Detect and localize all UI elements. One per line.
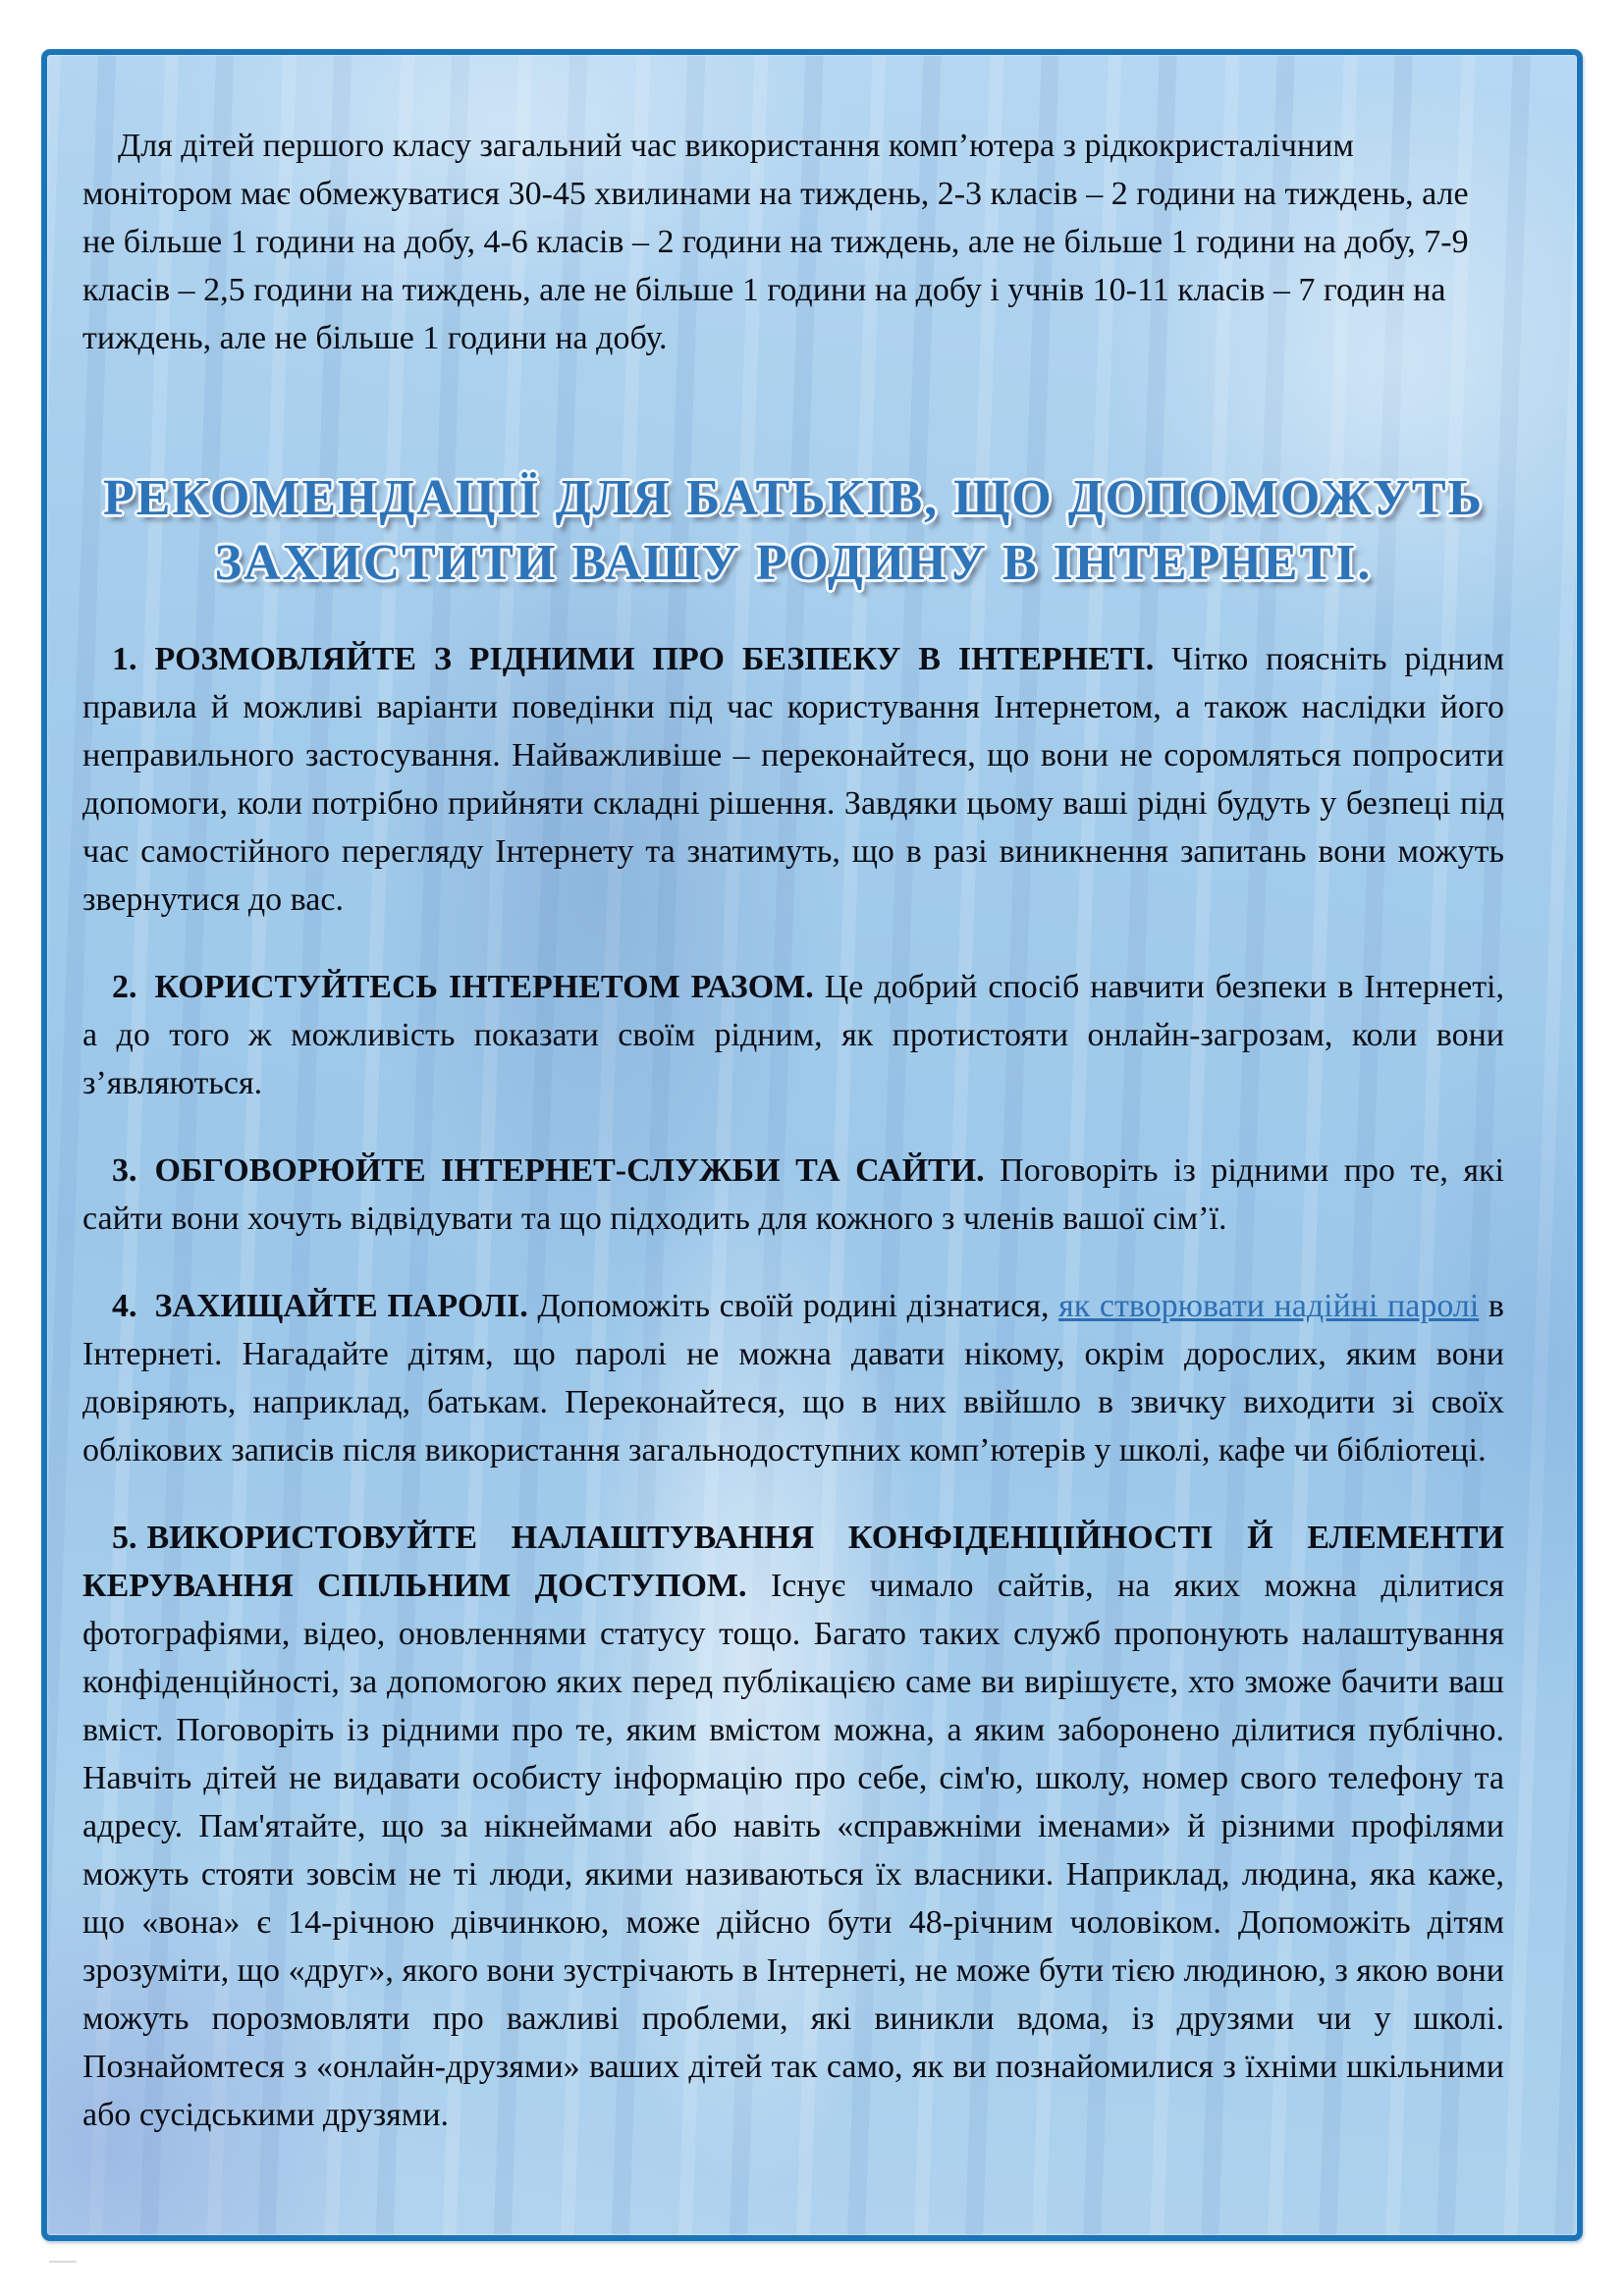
item-1-title: РОЗМОВЛЯЙТЕ З РІДНИМИ ПРО БЕЗПЕКУ В ІНТЕРНЕТІ. xyxy=(154,641,1155,677)
item-3-title: ОБГОВОРЮЙТЕ ІНТЕРНЕТ-СЛУЖБИ ТА САЙТИ. xyxy=(154,1152,985,1189)
item-1-number: 1. xyxy=(112,641,137,677)
item-4-body-post: в Інтернеті. Нагадайте дітям, що паролі не можна давати нікому, окрім дорослих, яким вони довіряють, наприклад, батькам. Переконайтеся, що в них ввійшло в звичку виходити зі своїх облікових записів після використання загальнодоступних комп’ютерів у школі, кафе чи бібліотеці. xyxy=(82,1288,1504,1468)
heading-line-1: РЕКОМЕНДАЦІЇ ДЛЯ БАТЬКІВ, ЩО ДОПОМОЖУТЬ xyxy=(102,470,1484,526)
item-3-body: Поговоріть із рідними про те, які сайти вони хочуть відвідувати та що підходить для кожного з членів вашої сім’ї. xyxy=(82,1152,1504,1237)
list-item-5 xyxy=(82,1514,1504,2139)
list-item-4 xyxy=(82,1282,1504,1474)
item-5-number: 5. xyxy=(112,1520,137,1556)
item-5-title: ВИКОРИСТОВУЙТЕ НАЛАШТУВАННЯ КОНФІДЕНЦІЙНОСТІ Й ЕЛЕМЕНТИ КЕРУВАННЯ СПІЛЬНИМ ДОСТУПОМ. xyxy=(82,1520,1504,1604)
item-4-number: 4. xyxy=(112,1288,137,1324)
list-item-1 xyxy=(82,635,1504,924)
item-3-number: 3. xyxy=(112,1152,137,1189)
item-4-body-pre: Допоможіть своїй родині дізнатися, xyxy=(537,1288,1050,1324)
item-4-title: ЗАХИЩАЙТЕ ПАРОЛІ. xyxy=(154,1288,528,1324)
list-item-2 xyxy=(82,963,1504,1107)
item-2-body: Це добрий спосіб навчити безпеки в Інтернеті, а до того ж можливість показати своїм рідним, як протистояти онлайн-загрозам, коли вони з’являються. xyxy=(82,969,1504,1101)
content-frame xyxy=(41,49,1583,2241)
heading-line-2: ЗАХИСТИТИ ВАШУ РОДИНУ В ІНТЕРНЕТІ. xyxy=(214,535,1373,591)
item-1-body: Чітко поясніть рідним правила й можливі варіанти поведінки під час користування Інтернетом, а також наслідки його неправильного застосування. Найважливіше – переконайтеся, що вони не соромляться попросити допомоги, коли потрібно прийняти складні рішення. Завдяки цьому ваші рідні будуть у безпеці під час самостійного перегляду Інтернету та знатимуть, що в разі виникнення запитань вони можуть звернутися до вас. xyxy=(82,641,1504,918)
list-item-3 xyxy=(82,1147,1504,1243)
main-heading xyxy=(82,466,1504,596)
item-2-title: КОРИСТУЙТЕСЬ ІНТЕРНЕТОМ РАЗОМ. xyxy=(154,969,814,1005)
intro-paragraph: Для дітей першого класу загальний час використання комп’ютера з рідкокристалічним монітором має обмежуватися 30-45 хвилинами на тиждень, 2-3 класів – 2 години на тиждень, але не більше 1 години на добу, 4-6 класів – 2 години на тиждень, але не більше 1 години на добу, 7-9 класів – 2,5 години на тиждень, але не більше 1 години на добу і учнів 10-11 класів – 7 годин на тиждень, але не більше 1 години на добу. xyxy=(82,128,1469,356)
item-5-body: Існує чимало сайтів, на яких можна ділитися фотографіями, відео, оновленнями статусу тощо. Багато таких служб пропонують налаштування конфіденційності, за допомогою яких перед публікацією саме ви вирішуєте, хто зможе бачити ваш вміст. Поговоріть із рідними про те, яким вмістом можна, а яким заборонено ділитися публічно. Навчіть дітей не видавати особисту інформацію про себе, сім'ю, школу, номер свого телефону та адресу. Пам'ятайте, що за нікнеймами або навіть «справжніми іменами» й різними профілями можуть стояти зовсім не ті люди, якими називаються їх власники. Наприклад, людина, яка каже, що «вона» є 14-річною дівчинкою, може дійсно бути 48-річним чоловіком. Допоможіть дітям зрозуміти, що «друг», якого вони зустрічають в Інтернеті, не може бути тією людиною, з якою вони можуть порозмовляти про важливі проблеми, які виникли вдома, із друзями чи у школі. Познайомтеся з «онлайн-друзями» ваших дітей так само, як ви познайомилися з їхніми шкільними або сусідськими друзями. xyxy=(82,1568,1505,2133)
password-tips-link[interactable]: як створювати надійні паролі xyxy=(1058,1288,1480,1324)
stray-mark xyxy=(49,2261,77,2263)
item-2-number: 2. xyxy=(112,969,137,1005)
